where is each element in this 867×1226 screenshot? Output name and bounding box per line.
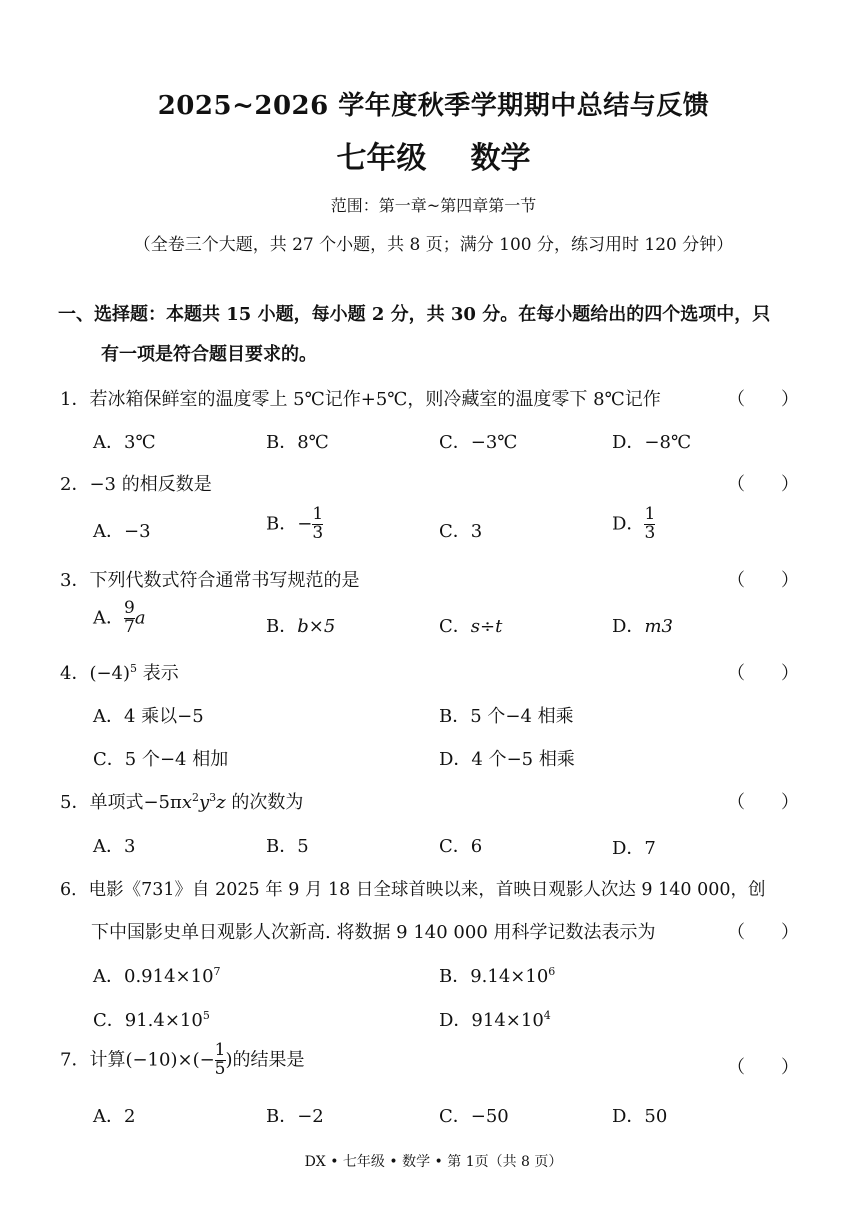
- question-2: [60, 470, 212, 496]
- option-a[interactable]: A．4 乘以−5: [93, 706, 204, 727]
- fraction: $\frac{1}{3}$: [644, 504, 656, 543]
- option-d[interactable]: D．50: [612, 1106, 668, 1127]
- option-a[interactable]: A． $\frac{9}{7}$ a: [93, 598, 146, 637]
- question-5: 5．单项式$-5\pi x^2y^3z$ 的次数为: [60, 791, 304, 813]
- exam-scope: 范围：第一章~第四章第一节: [330, 196, 537, 215]
- option-b[interactable]: B．$9.14\times 10^6$: [439, 965, 556, 987]
- question-number: 2．: [60, 474, 90, 495]
- question-6-cont: 下中国影史单日观影人次新高. 将数据 9 140 000 用科学记数法表示为: [91, 922, 656, 943]
- answer-blank[interactable]: （ ）: [727, 570, 799, 591]
- option-c[interactable]: C．6: [439, 836, 483, 857]
- question-number: 3．: [60, 570, 90, 591]
- option-b[interactable]: B．8℃: [266, 432, 329, 453]
- option-b[interactable]: B．− $\frac{1}{3}$: [266, 504, 324, 543]
- option-d[interactable]: D．4 个−5 相乘: [439, 749, 575, 770]
- question-number: 4．: [60, 663, 90, 684]
- exam-note: （全卷三个大题，共 27 个小题，共 8 页；满分 100 分，练习用时 120 分钟）: [133, 235, 734, 255]
- option-b[interactable]: B．b×5: [266, 616, 336, 637]
- option-b[interactable]: B．−2: [266, 1106, 324, 1127]
- question-number: 6．: [60, 880, 89, 900]
- question-stem: 若冰箱保鲜室的温度零上 5℃记作+5℃，则冷藏室的温度零下 8℃记作: [89, 389, 661, 410]
- page-footer: DX • 七年级 • 数学 • 第 1页（共 8 页）: [304, 1154, 563, 1170]
- option-c[interactable]: C．s÷t: [439, 616, 503, 637]
- section-heading-cont: 有一项是符合题目要求的。: [101, 344, 317, 365]
- question-stem: −3 的相反数是: [89, 474, 212, 495]
- fraction: $\frac{9}{7}$: [124, 598, 135, 637]
- question-4: 4．$(-4)^5$ 表示: [60, 662, 179, 684]
- section-heading: 一、选择题：本题共 15 小题，每小题 2 分，共 30 分。在每小题给出的四个选项中，只: [58, 304, 771, 325]
- option-c[interactable]: C．−50: [439, 1106, 509, 1127]
- option-d[interactable]: D．$914\times 10^4$: [439, 1009, 551, 1031]
- question-stem: 下列代数式符合通常书写规范的是: [89, 570, 360, 591]
- option-d[interactable]: D．m3: [612, 616, 673, 637]
- fraction: $\frac{1}{5}$: [214, 1040, 226, 1079]
- option-b[interactable]: B．5: [266, 836, 309, 857]
- answer-blank[interactable]: （ ）: [727, 663, 799, 684]
- answer-blank[interactable]: （ ）: [727, 922, 799, 943]
- question-number: 1．: [60, 389, 90, 410]
- exam-title: 2025~2026 学年度秋季学期期中总结与反馈: [157, 91, 710, 121]
- option-a[interactable]: A．2: [93, 1106, 136, 1127]
- question-7: 7．计算(−10)×(− $\frac{1}{5}$ )的结果是: [60, 1040, 305, 1079]
- option-d[interactable]: D． $\frac{1}{3}$: [612, 504, 656, 543]
- question-stem: 电影《731》自 2025 年 9 月 18 日全球首映以来，首映日观影人次达 9 140 000，创: [88, 880, 766, 900]
- fraction: $\frac{1}{3}$: [312, 504, 324, 543]
- question-1: [60, 385, 661, 411]
- option-d[interactable]: D．−8℃: [612, 432, 692, 453]
- option-d[interactable]: D．7: [612, 838, 656, 859]
- option-c[interactable]: C．$91.4\times 10^5$: [93, 1009, 210, 1031]
- question-number: 5．: [60, 792, 90, 813]
- grade-subject: [0, 133, 867, 177]
- answer-blank[interactable]: （ ）: [727, 474, 799, 495]
- grade-label: 七年级: [336, 141, 427, 176]
- subject-label: 数学: [470, 141, 531, 176]
- option-a[interactable]: A．3℃: [93, 432, 156, 453]
- option-a[interactable]: A．3: [93, 836, 136, 857]
- question-6: [60, 876, 765, 901]
- option-c[interactable]: C．5 个−4 相加: [93, 749, 229, 770]
- question-3: [60, 566, 359, 592]
- answer-blank[interactable]: （ ）: [727, 792, 799, 813]
- option-c[interactable]: C．−3℃: [439, 432, 518, 453]
- option-b[interactable]: B．5 个−4 相乘: [439, 706, 574, 727]
- question-number: 7．: [60, 1049, 90, 1071]
- option-c[interactable]: C．3: [439, 521, 483, 542]
- option-a[interactable]: A．$0.914\times 10^7$: [93, 965, 221, 987]
- answer-blank[interactable]: （ ）: [727, 1057, 799, 1078]
- option-a[interactable]: A．−3: [93, 521, 151, 542]
- answer-blank[interactable]: （ ）: [727, 389, 799, 410]
